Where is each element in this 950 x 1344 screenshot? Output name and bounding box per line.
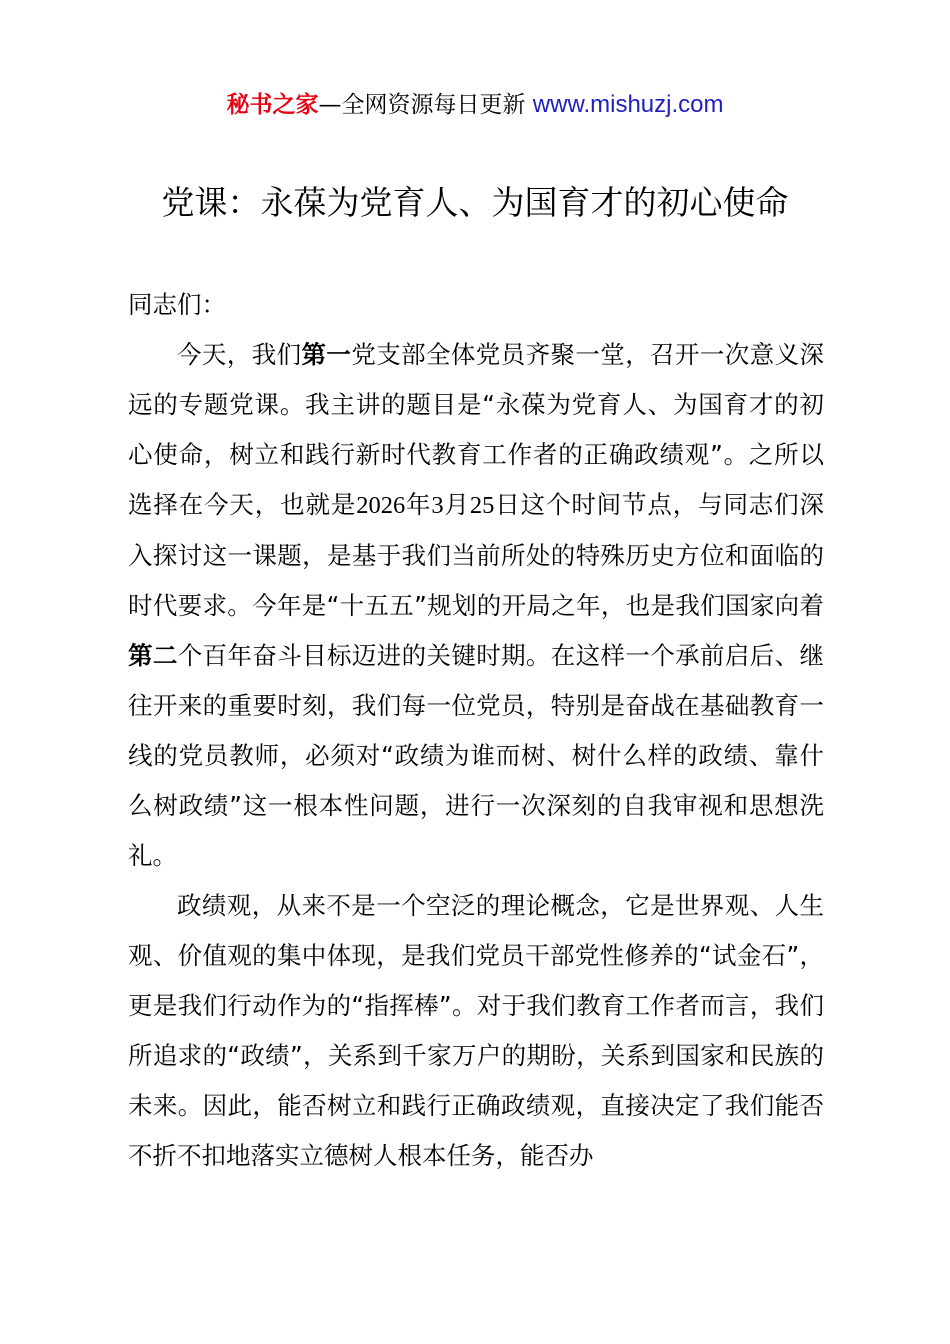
- paragraph-1: [128, 330, 824, 881]
- document-body: [128, 280, 824, 1181]
- header-tagline: —全网资源每日更新: [318, 92, 533, 118]
- p1-text-2: 党支部全体党员齐聚一堂，召开一次意义深远的专题党课。我主讲的题目是“永葆为党育人、为国育才的初心使命，树立和践行新时代教育工作者的正确政绩观”。之所以选择在今天，也就是: [128, 340, 825, 519]
- document-title: 党课：永葆为党育人、为国育才的初心使命: [161, 183, 789, 222]
- site-url-link[interactable]: www.mishuzj.com: [532, 91, 724, 118]
- date-year: 2026: [356, 492, 406, 519]
- brand-name: 秘书之家: [226, 92, 319, 118]
- p1-text-3: 年: [405, 490, 432, 519]
- paragraph-2: 政绩观，从来不是一个空泛的理论概念，它是世界观、人生观、价值观的集中体现，是我们党员干部党性修养的“试金石”，更是我们行动作为的“指挥棒”。对于我们教育工作者而言，我们所追求的“政绩”，关系到千家万户的期盼，关系到国家和民族的未来。因此，能否树立和践行正确政绩观，直接决定了我们能否不折不扣地落实立德树人根本任务，能否办: [128, 891, 824, 1170]
- salutation: 同志们：: [128, 290, 226, 319]
- p1-bold-1: 第一: [301, 340, 352, 369]
- p1-bold-2: 第二: [128, 641, 178, 670]
- p1-text-6: 个百年奋斗目标迈进的关键时期。在这样一个承前启后、继往开来的重要时刻，我们每一位党员，特别是奋战在基础教育一线的党员教师，必须对“政绩为谁而树、树什么样的政绩、靠什么树政绩”这一根本性问题，进行一次深刻的自我审视和思想洗礼。: [128, 641, 825, 870]
- date-month: 3: [431, 492, 444, 519]
- p1-text-5: 日这个时间节点，与同志们深入探讨这一课题，是基于我们当前所处的特殊历史方位和面临的时代要求。今年是“十五五”规划的开局之年，也是我们国家向着: [128, 490, 825, 620]
- site-header: [0, 88, 950, 122]
- p1-text-4: 月: [443, 490, 470, 519]
- date-day: 25: [469, 492, 495, 519]
- p1-text-1: 今天，我们: [177, 340, 302, 369]
